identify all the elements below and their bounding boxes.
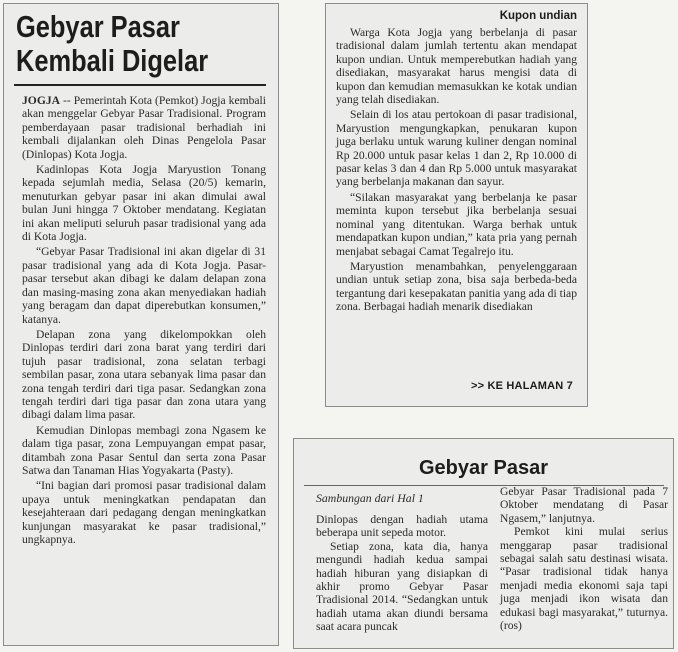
- paragraph: “Gebyar Pasar Tradisional ini akan digelar di 31 pasar tradisional yang ada di Kota Jogja. Pasar-pasar tersebut akan dibagi ke dalam delapan zona dan masing-masing zona akan menyediakan hadiah yang beragam dan dapat diperebutkan konsumen,” katanya.: [22, 245, 266, 326]
- paragraph: “Silakan masyarakat yang berbelanja ke pasar meminta kupon tersebut jika berbelanja sesuai nominal yang ditentukan. Warga berhak untuk mendapatkan kupon undian,” kata pria yang pernah menjabat sebagai Camat Tegalrejo itu.: [336, 190, 577, 258]
- paragraph: Warga Kota Jogja yang berbelanja di pasar tradisional dalam jumlah tertentu akan mendapat kupon undian. Untuk memperebutkan hadiah yang disediakan, masyarakat harus mengisi data di kupon dan kemudian memasukkan ke kotak undian yang telah disediakan.: [336, 26, 577, 107]
- paragraph: Kemudian Dinlopas membagi zona Ngasem ke dalam tiga pasar, zona Lempuyangan empat pasar, ditambah zona Pasar Sentul dan serta zona Pasar Satwa dan Tanaman Hias Yogyakarta (Pasty).: [22, 423, 266, 477]
- article-headline: [16, 10, 221, 78]
- article-clipping-jump: [293, 438, 674, 649]
- paragraph: Pemkot kini mulai serius menggarap pasar tradisional sebagai salah satu destinasi wisata. “Pasar tradisional tidak hanya menjadi media ekonomi saja tapi juga menjadi ikon wisata dan edukasi bagi masyarakat,” tuturnya. (ros): [500, 525, 668, 633]
- paragraph: Kadinlopas Kota Jogja Maryustion Tonang kepada sejumlah media, Selasa (20/5) kemarin, menuturkan gebyar pasar ini akan dimulai awal bulan Juni hingga 7 Oktober mendatang. Kegiatan ini akan meliputi seluruh pasar tradisional yang ada di Kota Jogja.: [22, 163, 266, 244]
- article-body: [22, 94, 266, 546]
- headline-line-1: Gebyar Pasar: [16, 9, 180, 44]
- paragraph: Dinlopas dengan hadiah utama beberapa unit sepeda motor.: [316, 513, 488, 540]
- paragraph: Selain di los atau pertokoan di pasar tradisional, Maryustion mengungkapkan, penukaran kupon juga berlaku untuk warung kuliner dengan nominal Rp 20.000 untuk pasar kelas 1 dan 2, Rp 10.000 di pasar kelas 3 dan 4 dan Rp 5.000 untuk masyarakat yang berbelanja makanan dan sayur.: [336, 108, 577, 189]
- paragraph: Gebyar Pasar Tradisional pada 7 Oktober mendatang di Pasar Ngasem,” lanjutnya.: [500, 485, 668, 525]
- jump-headline: Gebyar Pasar: [419, 457, 548, 479]
- article-clipping-continued: [325, 3, 588, 407]
- continued-body: [336, 26, 577, 314]
- dateline: JOGJA: [22, 94, 61, 107]
- jump-column-1: [316, 513, 488, 634]
- paragraph-lead: [22, 94, 266, 161]
- paragraph: Delapan zona yang dikelompokkan oleh Dinlopas terdiri dari zona barat yang terdiri dari tujuh pasar tradisional, zona selatan terbagi sembilan pasar, zona utara sebanyak lima pasar dan zona tengah terdiri dari tiga pasar. Sedangkan zona tengah terdiri dari tiga pasar dan zona utara yang dibagi dalam lima pasar.: [22, 327, 266, 422]
- section-rubric: Kupon undian: [499, 10, 577, 22]
- lead-text: -- Pemerintah Kota (Pemkot) Jogja kembali akan menggelar Gebyar Pasar Tradisional. Program pemberdayaan pasar tradisional berhadiah ini kembali dijalankan oleh Dinas Pengelola Pasar (Dinlopas) Kota Jogja.: [22, 94, 266, 161]
- continued-from-label: Sambungan dari Hal 1: [316, 491, 424, 505]
- paragraph: Setiap zona, kata dia, hanya mengundi hadiah kedua sampai hadiah hiburan yang disiapkan di akhir promo Gebyar Pasar Tradisional 2014. “Sedangkan untuk hadiah utama akan diundi bersama saat acara puncak: [316, 539, 488, 634]
- headline-line-2: Kembali Digelar: [16, 43, 209, 78]
- jump-column-2: [500, 485, 668, 632]
- paragraph: Maryustion menambahkan, penyelenggaraan undian untuk setiap zona, bisa saja berbeda-beda tergantung dari kesepakatan panitia yang ada di tiap zona. Berbagai hadiah menarik disediakan: [336, 259, 577, 314]
- article-clipping-main: [3, 3, 279, 646]
- paragraph: “Ini bagian dari promosi pasar tradisional dalam upaya untuk meningkatkan pendapatan dan kesejahteraan dari pedagang dengan meningkatkan kunjungan masyarakat ke pasar tradisional,” ungkapnya.: [22, 479, 266, 546]
- headline-rule: [14, 84, 266, 86]
- jump-to-page-link: >> KE HALAMAN 7: [470, 380, 573, 392]
